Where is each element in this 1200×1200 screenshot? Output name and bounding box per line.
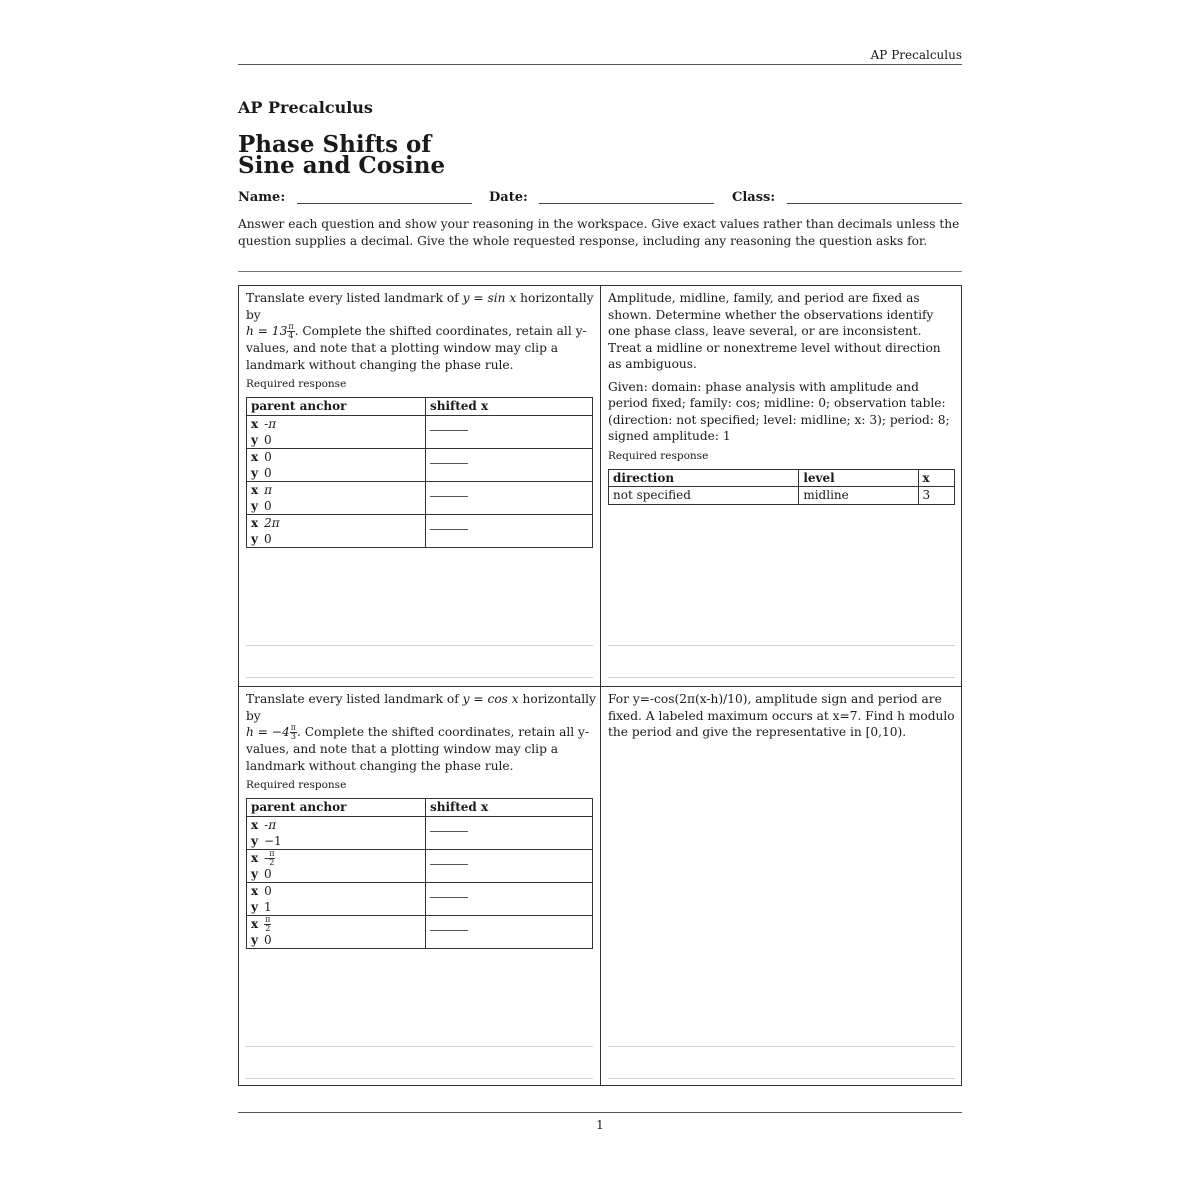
answer-blank[interactable] [430,430,468,431]
q1-col-anchor: parent anchor [247,398,426,416]
student-info-fields [238,190,962,210]
table-row: x -π y 0 [247,415,593,448]
q2-prompt: Amplitude, midline, family, and period are fixed as shown. Determine whether the observations identify one phase class, leave several, or are inconsistent. Treat a midline or nonextreme level without direction as ambiguous. [608,291,941,371]
q1-shift-fraction [287,323,294,340]
q1-shift: h = 13 [246,324,288,338]
workspace-line[interactable] [608,677,955,678]
name-label: Name: [238,190,286,205]
q3-col-anchor: parent anchor [247,799,426,817]
q2-cell-direction: not specified [609,487,799,505]
q2-col-x: x [918,469,954,487]
date-field[interactable] [539,203,714,204]
answer-blank[interactable] [430,930,468,931]
q1-required-label: Required response [246,378,347,390]
question-2 [608,290,958,505]
question-3 [246,691,596,949]
workspace-line[interactable] [246,677,593,678]
title-line-1: Phase Shifts of [238,131,432,158]
question-grid [238,285,962,1086]
q1-prompt-b: horizontally by [246,291,594,322]
q3-shift-fraction [290,724,297,741]
title-line-2: Sine and Cosine [238,152,446,179]
name-field[interactable] [297,203,472,204]
table-row: x 2π y 0 [247,514,593,547]
q1-col-shift: shifted x [426,398,593,416]
table-row: x 0 y 1 [247,882,593,915]
q3-required-label: Required response [246,779,347,791]
answer-blank[interactable] [430,529,468,530]
table-row: x - $\frac{\pi}{2}$ y 0 [247,849,593,882]
question-3-prompt [246,691,596,774]
q2-cell-level: midline [799,487,918,505]
class-field[interactable] [787,203,962,204]
answer-blank[interactable] [430,864,468,865]
divider [238,271,962,272]
workspace-line[interactable] [608,1046,955,1047]
page-number: 1 [596,1118,604,1132]
table-row: x π y 0 [247,481,593,514]
q3-function: y = cos x [462,692,519,706]
q2-given: Given: domain: phase analysis with amplitude and period fixed; family: cos; midline: 0; observation table: (direction: not specified; level: midline; x: 3); period: 8; signed amplitude: 1 [608,379,950,443]
page-title [238,131,638,179]
q2-cell-x: 3 [918,487,954,505]
question-1 [246,290,596,548]
class-label: Class: [732,190,776,205]
answer-blank[interactable] [430,463,468,464]
table-row: x $\frac{\pi}{2}$ y 0 [247,915,593,948]
grid-horizontal-divider [239,686,961,687]
q3-anchor-table [246,798,593,949]
date-label: Date: [489,190,528,205]
workspace-line[interactable] [246,1078,593,1079]
table-row: x 0 y 0 [247,448,593,481]
table-row: x -π y −1 [247,816,593,849]
footer-divider [238,1112,962,1113]
q3-prompt-c: . Complete the shifted coordinates, retain all y-values, and note that a plotting window may clip a landmark without changing the phase rule. [246,725,590,773]
q1-shift-num: π [288,322,294,331]
answer-blank[interactable] [430,897,468,898]
q3-shift-num: π [290,723,297,732]
workspace-line[interactable] [246,1046,593,1047]
q4-prompt: For y=-cos(2π(x-h)/10), amplitude sign and period are fixed. A labeled maximum occurs at x=7. Find h modulo the period and give the representative in [0,10). [608,692,955,739]
q1-prompt-a: Translate every listed landmark of [246,291,463,305]
instructions: Answer each question and show your reasoning in the workspace. Give exact values rather than decimals unless the question supplies a decimal. Give the whole requested response, including any reasoning the question asks for. [238,217,960,248]
question-4 [608,691,958,741]
q1-function: y = sin x [462,291,517,305]
q1-anchor-table [246,397,593,548]
q3-col-shift: shifted x [426,799,593,817]
question-1-prompt [246,290,596,373]
course-label: AP Precalculus [238,98,373,117]
workspace-line[interactable] [608,1078,955,1079]
q1-shift-den: 4 [288,331,294,340]
table-row [609,487,955,505]
q2-required-label: Required response [608,449,709,462]
workspace-line[interactable] [246,645,593,646]
q3-prompt-a: Translate every listed landmark of [246,692,463,706]
q3-prompt-b: horizontally by [246,692,596,723]
workspace-line[interactable] [608,645,955,646]
q2-col-level: level [799,469,918,487]
q1-prompt-c: . Complete the shifted coordinates, retain all y-values, and note that a plotting window may clip a landmark without changing the phase rule. [246,324,587,372]
q3-shift: h = −4 [246,725,290,739]
q2-observation-table [608,469,955,505]
q3-shift-den: 3 [290,732,296,741]
running-header: AP Precalculus [238,46,962,65]
answer-blank[interactable] [430,831,468,832]
answer-blank[interactable] [430,496,468,497]
q2-col-direction: direction [609,469,799,487]
